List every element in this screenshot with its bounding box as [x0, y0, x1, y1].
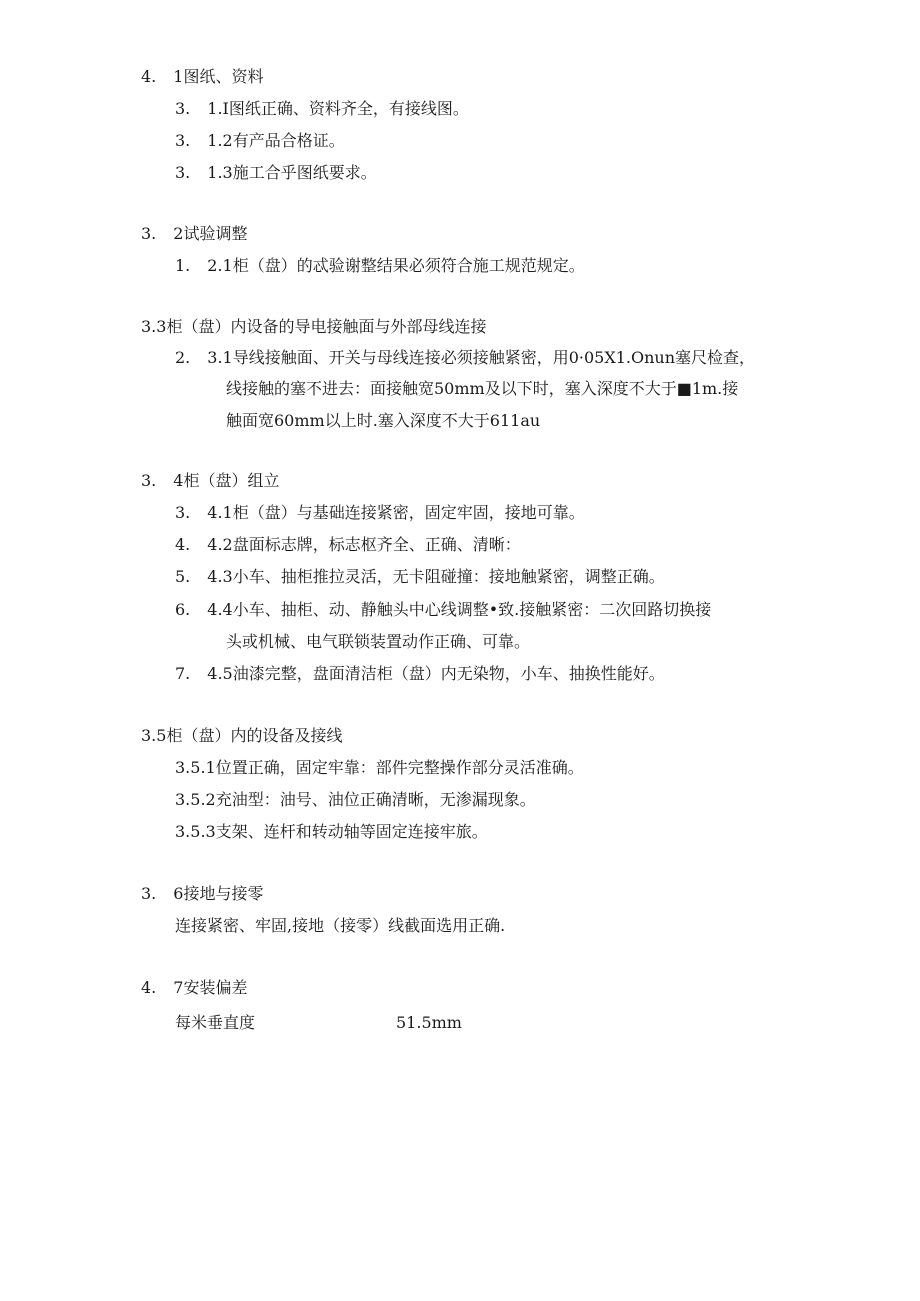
list-item — [175, 529, 521, 561]
section-heading — [141, 61, 263, 93]
list-item — [175, 93, 469, 125]
item-number: 1. — [175, 256, 191, 275]
item-number: 2. — [175, 348, 191, 367]
heading-number: 3. — [141, 224, 157, 243]
heading-number: 4. — [141, 978, 157, 997]
item-number: 5. — [175, 567, 191, 586]
item-continuation: 触面宽60mm以上时.塞入深度不大于611au — [226, 411, 541, 430]
item-number: 3. — [175, 131, 191, 150]
heading-text: 1图纸、资料 — [173, 67, 264, 86]
heading-text: 7安装偏差 — [173, 978, 248, 997]
section-heading: 3.3柜（盘）内设备的导电接触面与外部母线连接 — [141, 317, 487, 336]
item-number: 6. — [175, 600, 191, 619]
item-number: 3. — [175, 503, 191, 522]
item-text: 4.3小车、抽柜推拉灵活，无卡阻碰撞：接地触紧密，调整正确。 — [207, 567, 665, 586]
heading-text: 2试验调整 — [173, 224, 248, 243]
list-item — [175, 342, 755, 374]
item-number: 7. — [175, 664, 191, 683]
list-item — [175, 125, 345, 157]
section-heading — [141, 218, 247, 250]
item-number: 3. — [175, 99, 191, 118]
item-text: 3.1导线接触面、开关与母线连接必须接触紧密，用0·05X1.Onun塞尺检查， — [207, 348, 756, 367]
item-text: 2.1柜（盘）的忒验谢整结果必须符合施工规范规定。 — [207, 256, 585, 275]
section-heading: 3.5柜（盘）内的设备及接线 — [141, 726, 343, 745]
list-item: 3.5.3支架、连杆和转动轴等固定连接牢旅。 — [175, 822, 488, 841]
tolerance-value: 51.5mm — [396, 1013, 462, 1032]
heading-number: 3. — [141, 884, 157, 903]
list-item — [175, 658, 665, 690]
item-text: 1.I图纸正确、资料齐全，有接线图。 — [207, 99, 469, 118]
heading-text: 4柜（盘）组立 — [173, 471, 280, 490]
item-text: 1.2有产品合格证。 — [207, 131, 345, 150]
tolerance-row — [175, 1007, 575, 1039]
list-item: 连接紧密、牢固,接地（接零）线截面选用正确. — [175, 916, 506, 935]
list-item — [175, 157, 377, 189]
item-number: 3. — [175, 163, 191, 182]
item-continuation: 头或机械、电气联锁装置动作正确、可靠。 — [226, 632, 531, 651]
list-item — [175, 250, 585, 282]
section-heading — [141, 465, 279, 497]
item-number: 4. — [175, 535, 191, 554]
list-item: 3.5.2充油型：油号、油位正确清晰，无渗漏现象。 — [175, 790, 536, 809]
list-item — [175, 561, 665, 593]
item-text: 4.5油漆完整，盘面清洁柜（盘）内无染物，小车、抽换性能好。 — [207, 664, 665, 683]
list-item: 3.5.1位置正确，固定牢靠：部件完整操作部分灵活准确。 — [175, 758, 584, 777]
item-text: 4.1柜（盘）与基础连接紧密，固定牢固，接地可靠。 — [207, 503, 585, 522]
list-item — [175, 594, 711, 626]
section-heading — [141, 878, 263, 910]
item-text: 1.3施工合乎图纸要求。 — [207, 163, 377, 182]
tolerance-label: 每米垂直度 — [175, 1013, 256, 1032]
heading-text: 6接地与接零 — [173, 884, 264, 903]
item-continuation: 线接触的塞不进去：面接触宽50mm及以下时，塞入深度不大于■1m.接 — [226, 379, 739, 398]
heading-number: 4. — [141, 67, 157, 86]
list-item — [175, 497, 585, 529]
item-text: 4.2盘面标志牌，标志枢齐全、正确、清晰： — [207, 535, 521, 554]
section-heading — [141, 972, 247, 1004]
heading-number: 3. — [141, 471, 157, 490]
item-text: 4.4小车、抽柜、动、静触头中心线调整•致.接触紧密：二次回路切换接 — [207, 600, 712, 619]
